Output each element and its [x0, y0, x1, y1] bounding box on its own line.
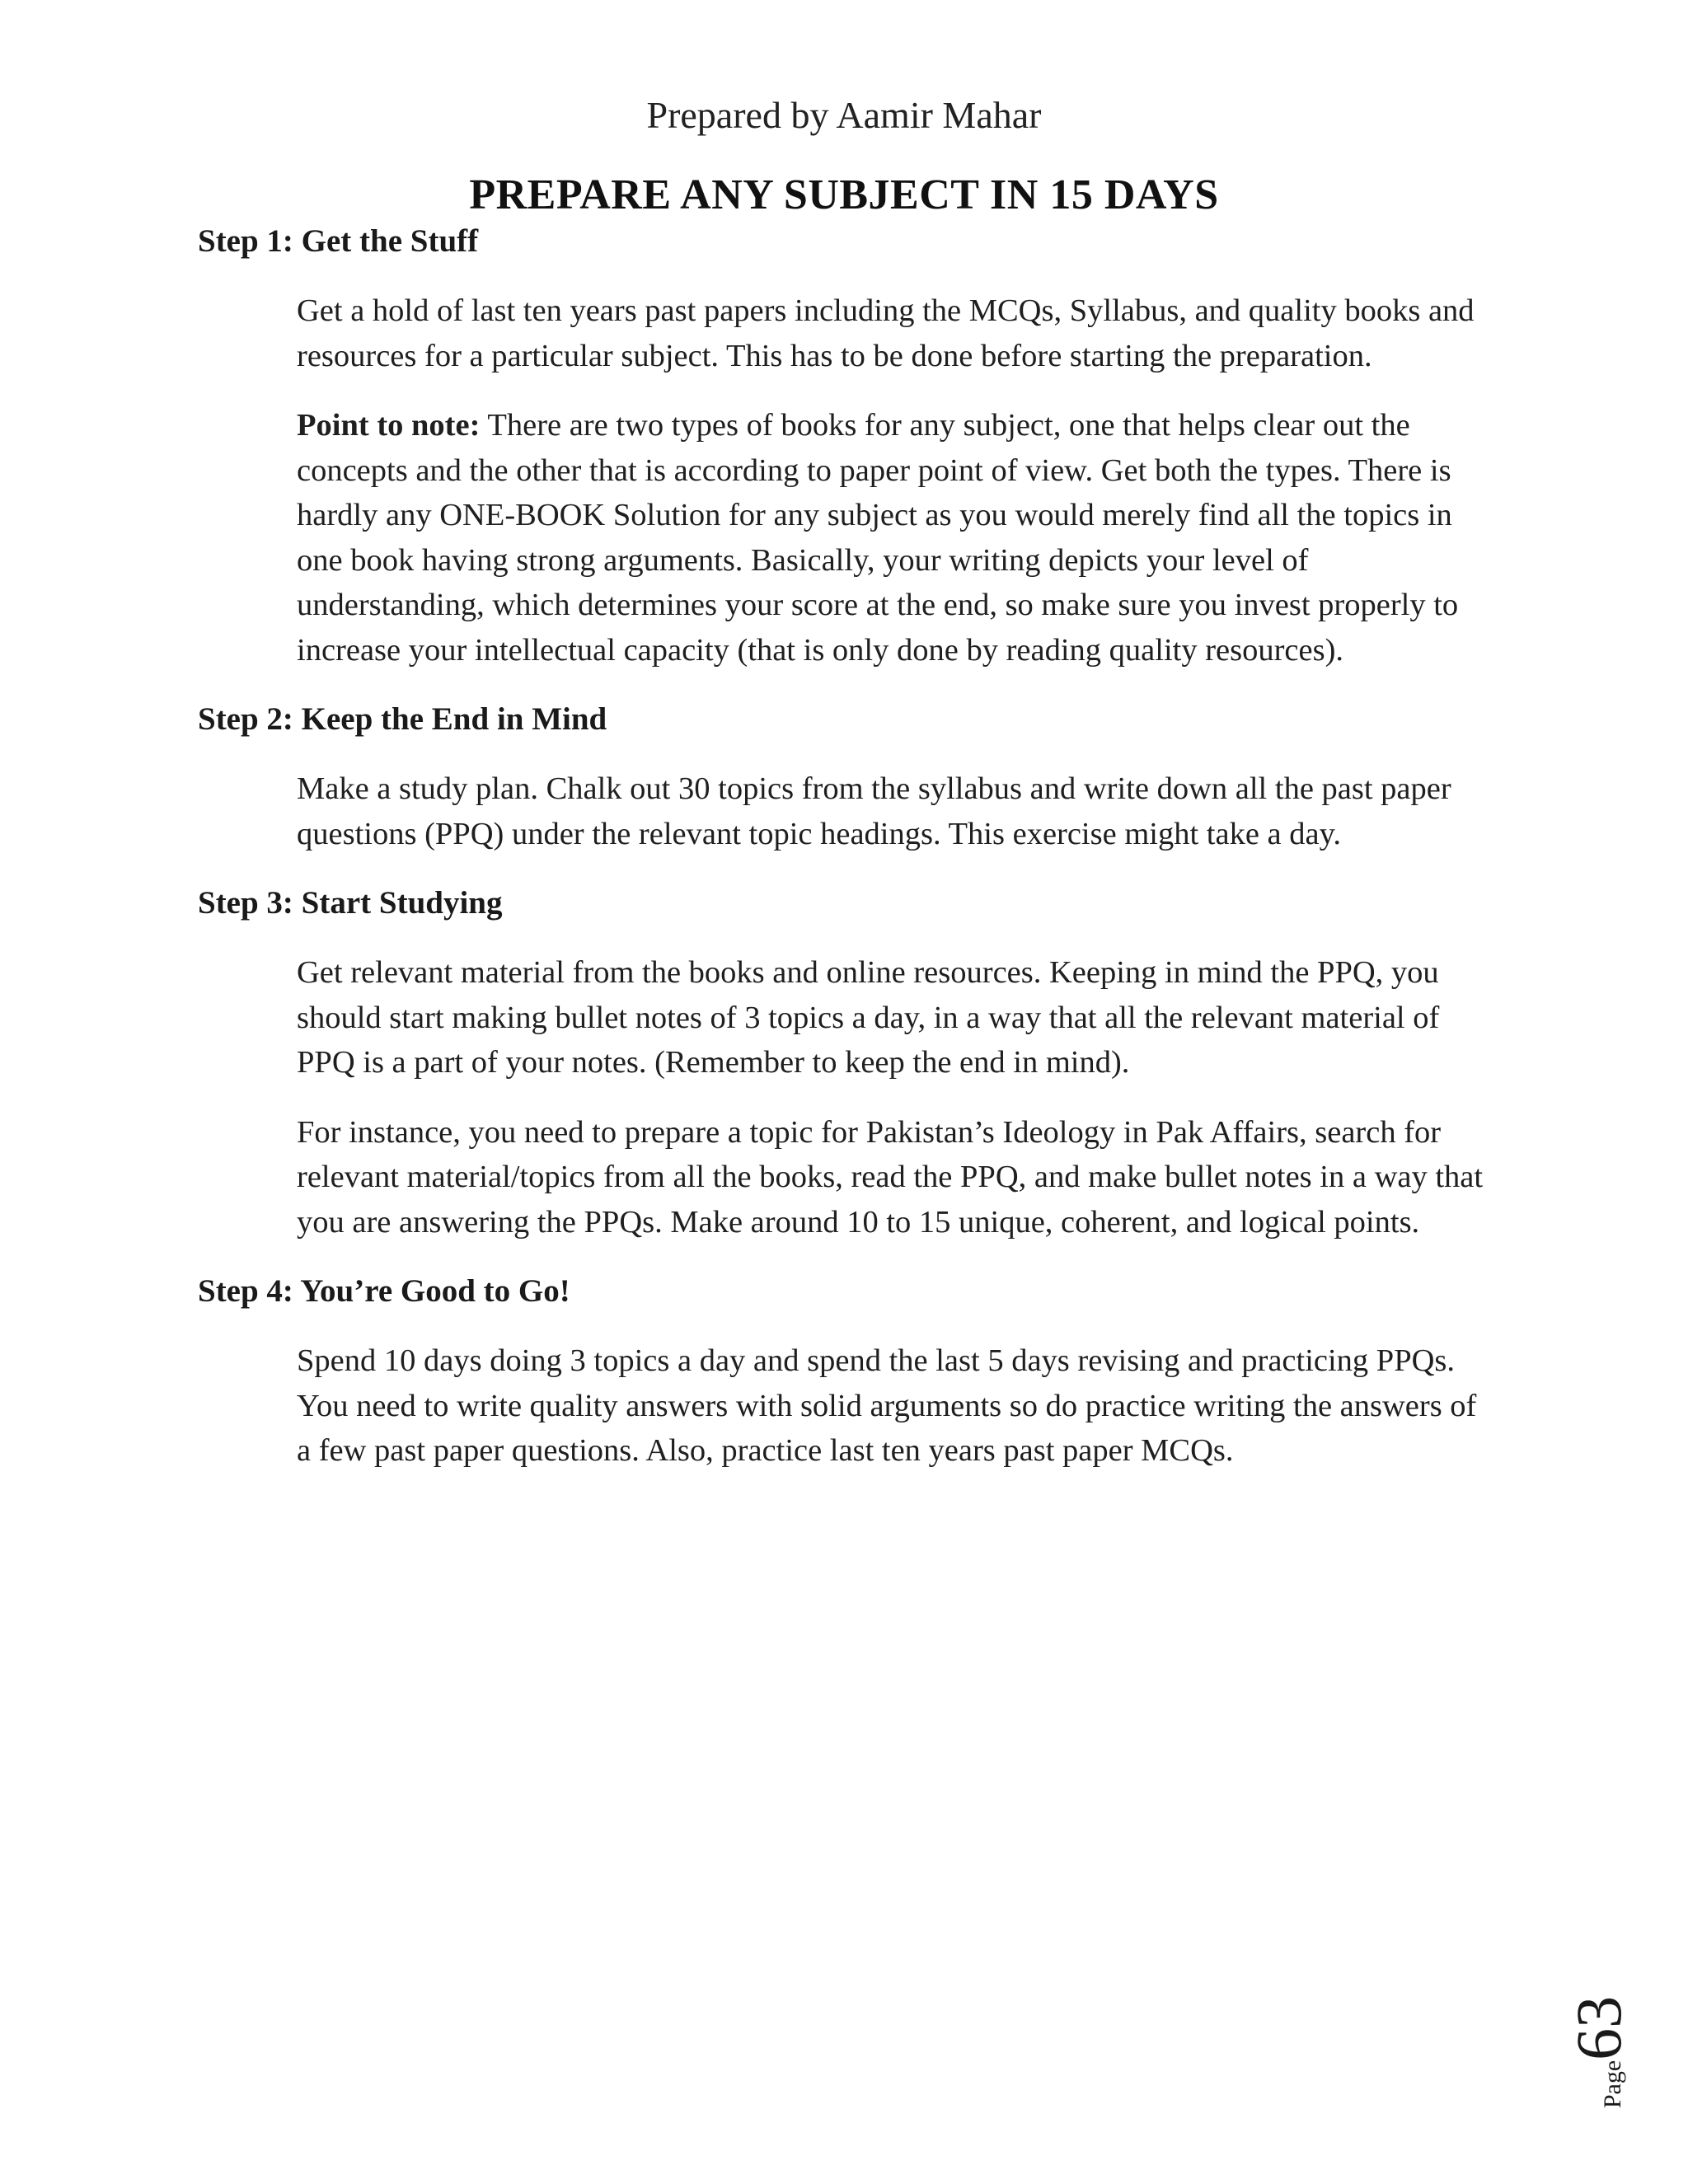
- step-3-paragraph-2-text: For instance, you need to prepare a topic for Pakistan’s Ideology in Pak Affairs, search for relevant material/topics from all the books, read the PPQ, and make bullet notes in a way that you are answering the PPQs. Make around 10 to 15 unique, coherent, and logical points.: [297, 1114, 1484, 1240]
- step-1-heading: Step 1: Get the Stuff: [198, 223, 479, 259]
- point-to-note-text: There are two types of books for any subject, one that helps clear out the concepts and the other that is according to paper point of view. Get both the types. There is hardly any ONE-BOOK Solution for any subject as you would merely find all the topics in one book having strong arguments. Basically, your writing depicts your level of understanding, which determines your score at the end, so make sure you invest properly to increase your intellectual capacity (that is only done by reading quality resources).: [297, 408, 1459, 668]
- step-3-section: [198, 881, 1492, 1244]
- step-2-section: [198, 697, 1492, 856]
- step-2-heading: Step 2: Keep the End in Mind: [198, 701, 607, 737]
- step-2-paragraph-1: [297, 766, 1492, 856]
- page-number-rotated: [1563, 1995, 1634, 2109]
- step-1-paragraph-1: [297, 288, 1492, 378]
- step-4-paragraph-1: [297, 1338, 1492, 1474]
- step-1-point-to-note: [297, 403, 1492, 673]
- step-3-heading: Step 3: Start Studying: [198, 885, 503, 921]
- step-1-section: [198, 219, 1492, 673]
- step-1-paragraph-1-text: Get a hold of last ten years past papers including the MCQs, Syllabus, and quality books and resources for a particular subject. This has to be done before starting the preparation.: [297, 293, 1475, 373]
- step-4-heading: Step 4: You’re Good to Go!: [198, 1273, 570, 1309]
- page-title: PREPARE ANY SUBJECT IN 15 DAYS: [469, 171, 1219, 218]
- page-label: Page: [1599, 2060, 1626, 2109]
- step-3-paragraph-1: [297, 950, 1492, 1085]
- step-2-paragraph-1-text: Make a study plan. Chalk out 30 topics from the syllabus and write down all the past paper questions (PPQ) under the relevant topic headings. This exercise might take a day.: [297, 771, 1451, 851]
- step-4-paragraph-1-text: Spend 10 days doing 3 topics a day and spend the last 5 days revising and practicing PPQs. You need to write quality answers with solid arguments so do practice writing the answers of a few past paper questions. Also, practice last ten years past paper MCQs.: [297, 1343, 1477, 1468]
- step-4-section: [198, 1269, 1492, 1474]
- prepared-by-header: Prepared by Aamir Mahar: [646, 94, 1042, 136]
- point-to-note-label: Point to note:: [297, 408, 481, 443]
- step-3-paragraph-2: [297, 1110, 1492, 1245]
- document-body: [198, 219, 1492, 1498]
- page-number: 63: [1563, 1995, 1634, 2060]
- step-3-paragraph-1-text: Get relevant material from the books and online resources. Keeping in mind the PPQ, you should start making bullet notes of 3 topics a day, in a way that all the relevant material of PPQ is a part of your notes. (Remember to keep the end in mind).: [297, 955, 1440, 1080]
- page-number-box: [1562, 1945, 1636, 2159]
